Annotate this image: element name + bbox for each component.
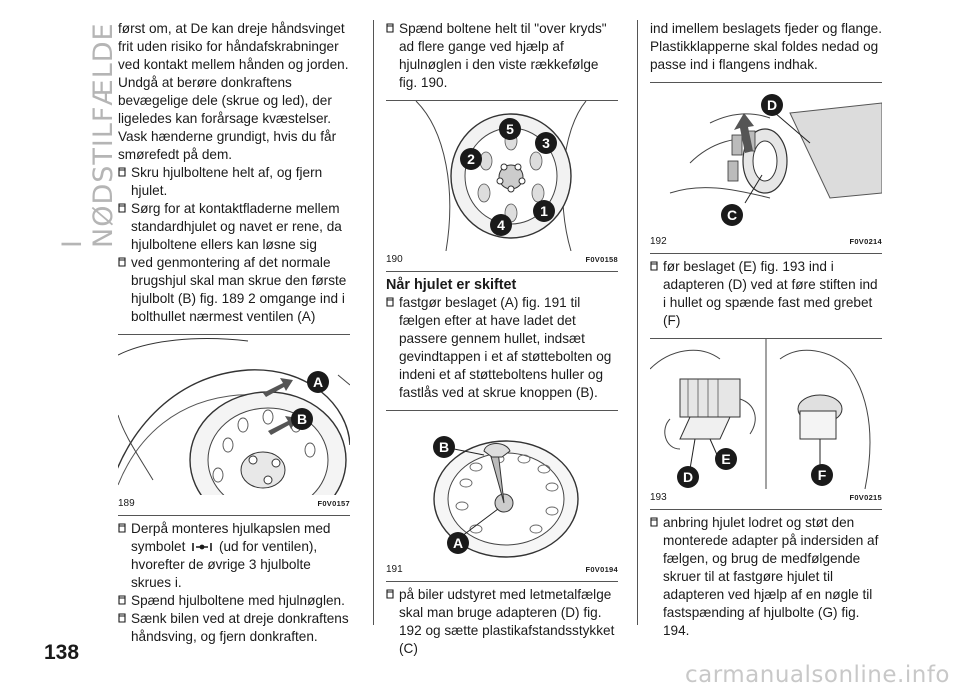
figure-label-d: D [682,469,694,485]
bracket-adapter-illustration [650,339,882,489]
checkbox-bullet-icon [386,297,394,307]
section-heading: Når hjulet er skiftet [386,277,517,293]
figure-code: F0V0157 [317,499,350,508]
figure-label-3: 3 [542,135,550,151]
checkbox-bullet-icon [386,589,394,599]
figure-code: F0V0215 [849,493,882,502]
figure-label-a: A [452,535,464,551]
list-item: Spænd boltene helt til "over kryds" ad flere gange ved hjælp af hjulnøglen i den viste rækkefølge fig. 190. [386,20,618,92]
checkbox-bullet-icon [118,167,126,177]
section-title: I NØDSTILFÆLDE [57,22,119,248]
adapter-spacer-illustration [650,83,882,233]
spare-wheel-bracket-illustration [386,411,618,561]
figure-caption [650,233,882,254]
list-item: Sænk bilen ved at dreje donkraftens håndsving, og fjern donkraften. [118,610,350,646]
figure-code: F0V0158 [585,255,618,264]
paragraph: først om, at De kan dreje håndsvinget frit uden risiko for håndafskrabninger ved kontakt mellem hånden og jorden. Undgå at berøre donkraftens bevægelige dele (skrue og led), der ligeledes kan forårsage kvæstelser. Vask hænderne grundigt, hvis du får smørefedt på dem. [118,21,349,162]
figure-191 [386,411,618,561]
figure-189 [118,335,350,495]
page-number: 138 [44,641,80,664]
figure-192 [650,83,882,233]
figure-caption [386,251,618,272]
column-divider [637,20,638,625]
list-item: på biler udstyret med letmetalfælge skal man bruge adapteren (D) fig. 192 og sætte plastikafstandsstykket (C) [386,586,618,658]
figure-190 [386,101,618,251]
figure-number: 192 [650,236,667,247]
figure-label-c: C [726,207,738,223]
figure-193 [650,339,882,489]
figure-label-d: D [766,97,778,113]
figure-code: F0V0214 [849,237,882,246]
figure-label-2: 2 [467,151,475,167]
figure-label-e: E [721,451,731,467]
checkbox-bullet-icon [650,517,658,527]
checkbox-bullet-icon [118,203,126,213]
figure-number: 189 [118,498,135,509]
list-item: Derpå monteres hjulkapslen med symbolet (ud for ventilen), hvorefter de øvrige 3 hjulbolte skrues i. [118,520,350,592]
figure-label-a: A [312,374,324,390]
checkbox-bullet-icon [118,523,126,533]
paragraph: ind imellem beslagets fjeder og flange. Plastikklapperne skal foldes nedad og passe ind i flangens indhak. [650,21,882,72]
figure-label-4: 4 [497,217,505,233]
figure-label-1: 1 [540,203,548,219]
wheel-illustration [118,335,350,495]
watermark: carmanualsonline.info [684,662,950,688]
figure-code: F0V0194 [585,565,618,574]
figure-label-5: 5 [506,121,514,137]
valve-symbol-icon [189,541,215,553]
column-2 [386,20,618,658]
column-divider [373,20,374,625]
list-item: ved genmontering af det normale brugshjul skal man skrue den første hjulbolt (B) fig. 189 2 omgange ind i bolthullet nærmest ventilen (A) [118,254,350,326]
checkbox-bullet-icon [118,613,126,623]
list-item: Sørg for at kontaktfladerne mellem standardhjulet og navet er rene, da hjulboltene ellers kan løsne sig [118,200,350,254]
checkbox-bullet-icon [118,595,126,605]
list-item: fastgør beslaget (A) fig. 191 til fælgen efter at have ladet det passere gennem hullet, indsæt gevindtappen i et af støttebolten og indeni et af støtteboltens huller og fastlås ved at skrue knoppen (B). [386,294,618,402]
column-3 [650,20,882,640]
figure-label-f: F [817,467,827,483]
figure-label-b: B [438,439,450,455]
figure-caption [118,495,350,516]
figure-number: 191 [386,564,403,575]
column-1 [118,20,350,646]
figure-number: 193 [650,492,667,503]
figure-caption [386,561,618,582]
figure-number: 190 [386,254,403,265]
checkbox-bullet-icon [118,257,126,267]
checkbox-bullet-icon [650,261,658,271]
list-item: Skru hjulboltene helt af, og fjern hjulet. [118,164,350,200]
checkbox-bullet-icon [386,23,394,33]
list-item: anbring hjulet lodret og støt den monterede adapter på indersiden af fælgen, og brug de medfølgende skruer til at fastgøre hjulet til adapteren ved hjælp af en nøgle til fastspænding af hjulbolte (G) fig. 194. [650,514,882,640]
figure-label-b: B [296,411,308,427]
list-item: før beslaget (E) fig. 193 ind i adapteren (D) ved at føre stiften ind i hullet og spænde fast med grebet (F) [650,258,882,330]
wheel-bolt-sequence-illustration [386,101,618,251]
figure-caption [650,489,882,510]
list-item: Spænd hjulboltene med hjulnøglen. [118,592,350,610]
